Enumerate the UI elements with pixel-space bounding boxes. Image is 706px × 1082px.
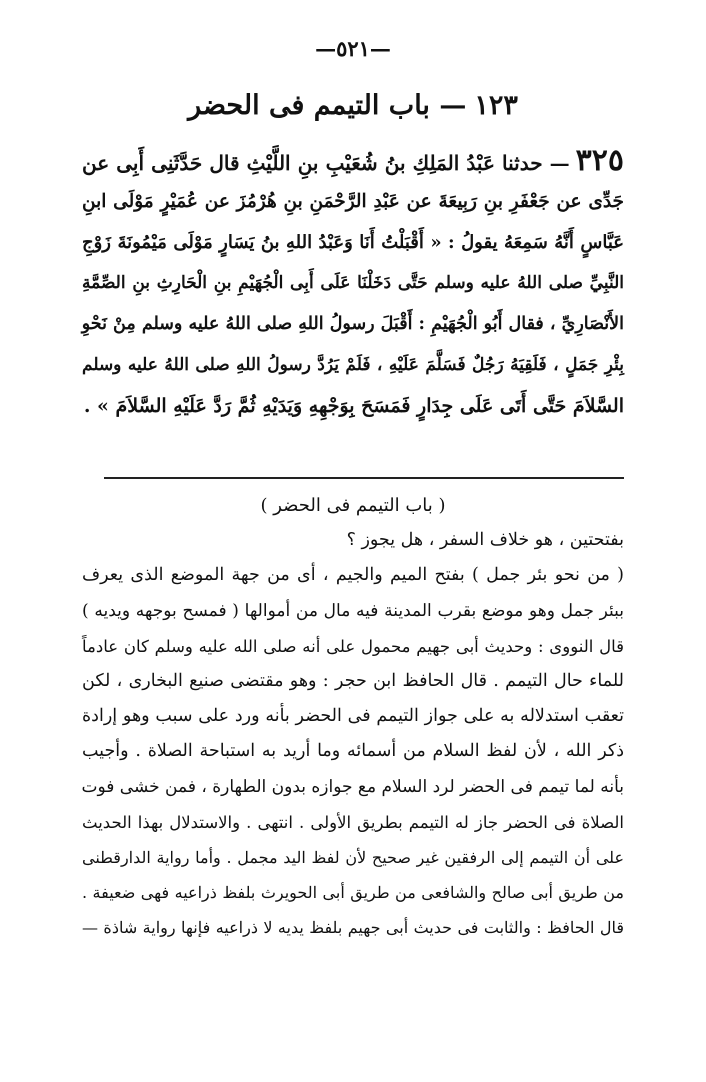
- commentary-line: ببئر جمل وهو موضع بقرب المدينة فيه مال من أموالها ( فمسح بوجهه ويديه ): [82, 600, 624, 621]
- chapter-number: ١٢٣: [474, 90, 518, 121]
- hadith-line: جَدِّى عن جَعْفَرِ بنِ رَبِيعَةَ عن عَبْدِ الرَّحْمَنِ بنِ هُرْمُزَ عن عُمَيْرٍ مَوْلَى ابنِ: [82, 191, 624, 212]
- commentary-line: ( من نحو بئر جمل ) بفتح الميم والجيم ، أى من جهة الموضع الذى يعرف: [82, 565, 624, 586]
- commentary-line: بأنه لما تيمم فى الحضر لرد السلام مع جوازه بدون الطهارة ، فمن خشى فوت: [81, 776, 624, 797]
- hadith-line: النَّبِيِّ صلى اللهُ عليه وسلم حَتَّى دَخَلْنَا عَلَى أَبِى الْجُهَيْمِ بنِ الْحَارِثِ بنِ الصِّمَّةِ: [82, 273, 624, 293]
- chapter-heading: [0, 90, 706, 121]
- hadith-line: ٣٢٥— حدثنا عَبْدُ المَلِكِ بنُ شُعَيْبِ بنِ اللَّيْثِ قال حَدَّثَنِى أَبِى عن: [82, 143, 624, 178]
- hadith-number: ٣٢٥: [575, 143, 624, 178]
- commentary-text: [82, 488, 624, 945]
- commentary-line: من طريق أبى صالح والشافعى من طريق أبى الحويرث بلفظ ذراعيه فهى ضعيفة .: [82, 883, 624, 903]
- hadith-line: عَبَّاسٍ أَنَّهُ سَمِعَهُ يقولُ : « أَقْبَلْتُ أَنَا وَعَبْدُ اللهِ بنُ يَسَارٍ مَوْلَى مَيْمُونَةَ زَوْجِ: [82, 232, 624, 253]
- hadith-line: بِئْرِ جَمَلٍ ، فَلَقِيَهُ رَجُلٌ فَسَلَّمَ عَلَيْهِ ، فَلَمْ يَرُدَّ رسولُ اللهِ صلى اللهُ عليه وسلم: [82, 355, 624, 375]
- hadith-text: [82, 140, 624, 427]
- commentary-line: على أن التيمم إلى الرفقين غير صحيح لأن لفظ اليد مجمل . وأما رواية الدارقطنى: [82, 847, 624, 867]
- commentary-line: قال النووى : وحديث أبى جهيم محمول على أنه صلى الله عليه وسلم كان عادماً: [82, 636, 624, 656]
- commentary-line: قال الحافظ : والثابت فى حديث أبى جهيم بلفظ يديه لا ذراعيه فإنها رواية شاذة —: [82, 918, 624, 938]
- section-divider: [104, 477, 624, 479]
- page-number: —٥٢١—: [315, 36, 391, 61]
- hadith-line: الأَنْصَارِيِّ ، فقال أَبُو الْجُهَيْمِ : أَقْبَلَ رسولُ اللهِ صلى اللهُ عليه وسلم مِنْ نَحْوِ: [81, 314, 624, 334]
- commentary-heading: ( باب التيمم فى الحضر ): [260, 495, 446, 516]
- commentary-line: بفتحتين ، هو خلاف السفر ، هل يجوز ؟: [346, 530, 624, 551]
- commentary-line: للماء حال التيمم . قال الحافظ ابن حجر : وهو مقتضى صنيع البخارى ، لكن: [82, 670, 624, 691]
- commentary-line: تعقب استدلاله به على جواز التيمم فى الحضر بأنه ورد على سبب وهو إرادة: [82, 706, 624, 727]
- commentary-line: الصلاة فى الحضر جاز له التيمم بطريق الأولى . انتهى . والاستدلال بهذا الحديث: [82, 812, 624, 832]
- commentary-line: ذكر الله ، لأن لفظ السلام من أسمائه وما أريد به استباحة الصلاة . وأجيب: [82, 741, 624, 762]
- hadith-line: السَّلاَمَ حَتَّى أَتَى عَلَى جِدَارٍ فَمَسَحَ بِوَجْهِهِ وَيَدَيْهِ ثُمَّ رَدَّ عَلَيْهِ السَّلاَمَ » .: [83, 395, 624, 417]
- chapter-title: — باب التيمم فى الحضر: [188, 90, 467, 121]
